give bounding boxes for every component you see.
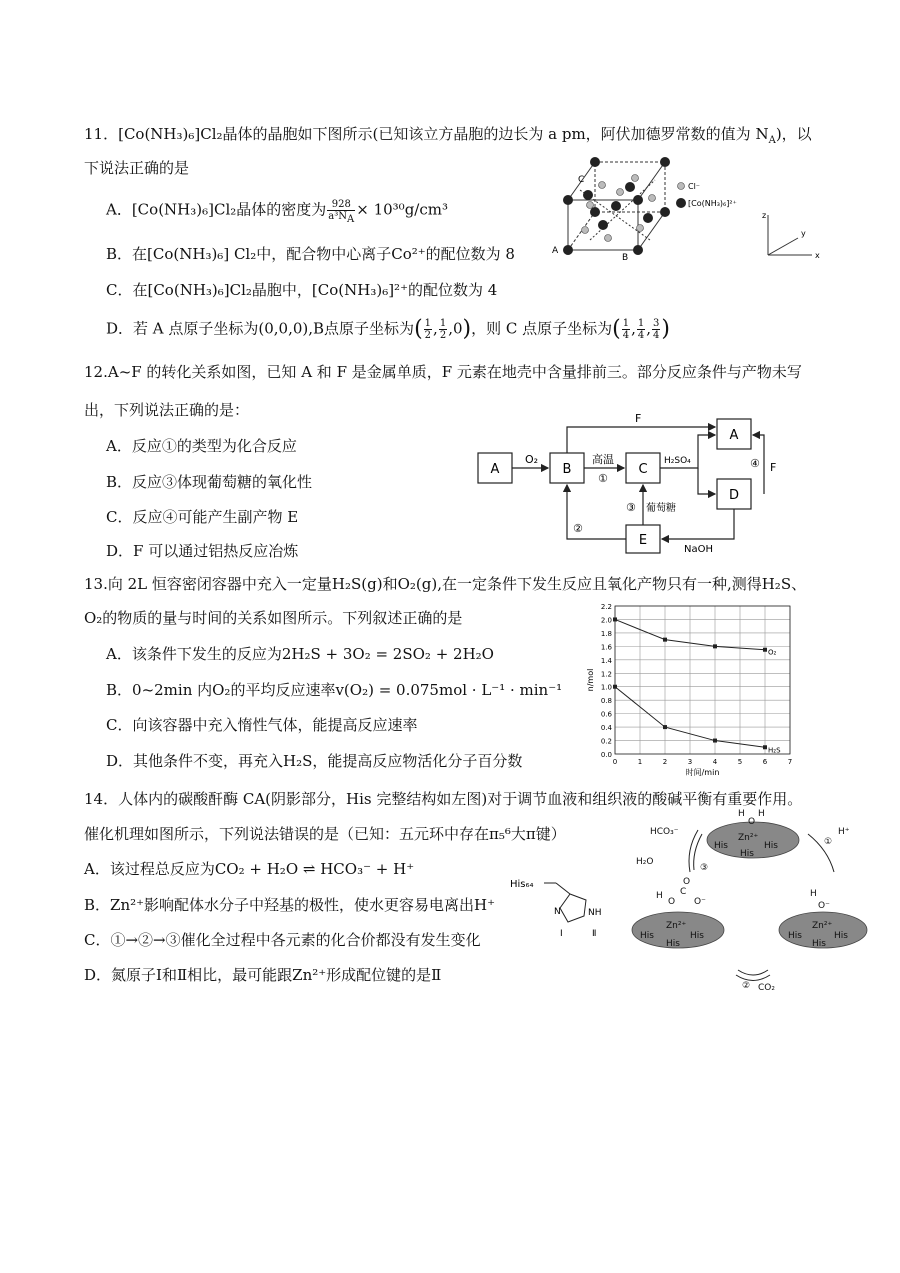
svg-text:His: His: [834, 931, 848, 941]
svg-text:H₂SO₄: H₂SO₄: [664, 456, 691, 466]
svg-text:②: ②: [742, 981, 751, 991]
label-c: C: [578, 175, 585, 185]
svg-text:H⁺: H⁺: [838, 827, 850, 837]
svg-text:③: ③: [626, 501, 636, 514]
legend-co-icon: [676, 198, 686, 208]
q14-stem-line1: 14．人体内的碳酸酐酶 CA(阴影部分，His 完整结构如左图)对于调节血液和组织液的酸碱平衡有重要作用。: [84, 790, 803, 808]
xtick-label-4: 4: [712, 758, 718, 766]
svg-text:A: A: [490, 462, 500, 477]
q13-option-a: A．该条件下发生的反应为2H₂S + 3O₂ = 2SO₂ + 2H₂O: [106, 645, 494, 663]
q11-option-a: A．[Co(NH₃)₆]Cl₂晶体的密度为 $\frac{928}{a^3N_A}$ × 10³⁰g/cm³: [106, 199, 448, 225]
svg-text:NH: NH: [588, 908, 602, 918]
svg-text:Ⅱ: Ⅱ: [592, 929, 597, 939]
svg-text:B: B: [562, 462, 572, 477]
q14-stem-line2: 催化机理如图所示，下列说法错误的是（已知：五元环中存在π₅⁶大π键）: [84, 825, 566, 843]
xtick-label-3: 3: [687, 758, 693, 766]
series-1-point-1: [663, 725, 667, 729]
svg-text:A: A: [729, 428, 739, 443]
svg-text:H: H: [810, 889, 817, 899]
ytick-label-6: 1.2: [600, 670, 612, 679]
ytick-label-0: 0.0: [600, 751, 612, 759]
svg-text:C: C: [638, 462, 648, 477]
q12-stem-line1: 12.A~F 的转化关系如图，已知 A 和 F 是金属单质，F 元素在地壳中含量排前三。部分反应条件与产物未写: [84, 363, 802, 381]
series-1-point-3: [763, 745, 767, 749]
svg-text:F: F: [635, 412, 642, 425]
ytick-label-2: 0.4: [600, 724, 612, 733]
svg-text:D: D: [728, 488, 740, 503]
svg-text:His: His: [640, 931, 654, 941]
svg-text:H₂O: H₂O: [636, 857, 654, 867]
axis-z-label: z: [762, 211, 767, 220]
q11-option-c: C．在[Co(NH₃)₆]Cl₂晶胞中，[Co(NH₃)₆]²⁺的配位数为 4: [106, 281, 498, 299]
svg-text:H: H: [656, 891, 663, 901]
svg-text:②: ②: [573, 522, 583, 535]
series-1-point-2: [713, 739, 717, 743]
q11-crystal-cell-diagram: [540, 150, 830, 265]
series-0-point-1: [663, 638, 667, 642]
q11-stem-line1: 11．[Co(NH₃)₆]Cl₂晶体的晶胞如下图所示(已知该立方晶胞的边长为 a pm，阿伏加德罗常数的值为 $N_A$)，以: [84, 125, 812, 146]
svg-text:His: His: [714, 841, 728, 851]
svg-text:His: His: [812, 939, 826, 949]
axis-x-label: x: [815, 251, 820, 260]
his-structure-diagram: [508, 872, 618, 942]
xtick-label-2: 2: [662, 758, 668, 766]
q13-option-b: B．0~2min 内O₂的平均反应速率v(O₂) = 0.075mol · L⁻¹ · min⁻¹: [106, 681, 563, 699]
y-axis-label: n/mol: [586, 668, 595, 692]
xtick-label-1: 1: [637, 758, 643, 766]
co-complex-atoms: [563, 157, 670, 255]
ytick-label-10: 2.0: [600, 616, 612, 625]
svg-text:①: ①: [598, 472, 608, 485]
svg-text:N: N: [554, 907, 561, 917]
svg-text:His: His: [740, 849, 754, 859]
xtick-label-7: 7: [787, 758, 793, 766]
svg-text:Zn²⁺: Zn²⁺: [738, 833, 759, 843]
catalytic-cycle-diagram: [628, 800, 868, 995]
plot-frame: [615, 606, 790, 754]
svg-text:E: E: [638, 533, 648, 548]
ytick-label-1: 0.2: [600, 737, 612, 746]
svg-text:Zn²⁺: Zn²⁺: [666, 921, 687, 931]
svg-text:His: His: [690, 931, 704, 941]
label-a: A: [552, 246, 559, 256]
q11-option-d: D．若 A 点原子坐标为(0,0,0),B点原子坐标为( $\frac{1}{2}$ , $\frac{1}{2}$ ,0)，则 C 点原子坐标为( $\frac{1}{4}$ , $\frac{1}{4}$ , $\frac{3}{4}$ ): [106, 316, 670, 342]
svg-text:C: C: [680, 887, 687, 897]
q12-option-a: A．反应①的类型为化合反应: [106, 437, 297, 455]
svg-text:④: ④: [750, 457, 760, 470]
ytick-label-5: 1.0: [600, 683, 612, 692]
q13-option-d: D．其他条件不变，再充入H₂S，能提高反应物活化分子百分数: [106, 752, 523, 770]
label-b: B: [622, 253, 629, 263]
svg-text:O: O: [748, 817, 756, 827]
svg-text:His₆₄: His₆₄: [510, 879, 534, 890]
q13-stem-line1: 13.向 2L 恒容密闭容器中充入一定量H₂S(g)和O₂(g),在一定条件下发生反应且氧化产物只有一种,测得H₂S、: [84, 575, 807, 593]
q14-option-b: B．Zn²⁺影响配体水分子中羟基的极性，使水更容易电离出H⁺: [84, 896, 496, 914]
svg-text:F: F: [770, 461, 777, 474]
q13-option-c: C．向该容器中充入惰性气体，能提高反应速率: [106, 716, 418, 734]
q12-option-c: C．反应④可能产生副产物 E: [106, 508, 299, 526]
svg-text:His: His: [788, 931, 802, 941]
q11-option-b: B．在[Co(NH₃)₆] Cl₂中，配合物中心离子Co²⁺的配位数为 8: [106, 245, 515, 263]
legend-cl-label: Cl⁻: [688, 182, 701, 191]
series-1-point-0: [613, 685, 617, 689]
series-label-0: O₂: [768, 648, 777, 657]
svg-text:葡萄糖: 葡萄糖: [646, 503, 676, 514]
svg-text:Ⅰ: Ⅰ: [560, 929, 563, 939]
series-label-1: H₂S: [768, 746, 781, 755]
svg-text:③: ③: [700, 863, 709, 873]
xtick-label-0: 0: [612, 758, 618, 766]
legend-co-label: [Co(NH₃)₆]²⁺: [688, 199, 737, 208]
q14-option-d: D．氮原子Ⅰ和Ⅱ相比，最可能跟Zn²⁺形成配位键的是Ⅱ: [84, 966, 442, 984]
svg-text:O: O: [683, 877, 691, 887]
svg-text:His: His: [666, 939, 680, 949]
q12-option-d: D．F 可以通过铝热反应冶炼: [106, 542, 299, 560]
ytick-label-8: 1.6: [600, 643, 612, 652]
series-0-point-3: [763, 648, 767, 652]
q11-stem-line2: 下说法正确的是: [84, 159, 190, 177]
ytick-label-11: 2.2: [600, 603, 612, 611]
svg-text:①: ①: [824, 837, 833, 847]
svg-text:O₂: O₂: [525, 453, 539, 466]
x-axis-label: 时间/min: [685, 768, 720, 777]
legend-cl-icon: [678, 183, 685, 190]
svg-text:高温: 高温: [592, 453, 614, 466]
axis-y-label: y: [801, 229, 806, 238]
svg-text:H: H: [738, 809, 745, 819]
q12-conversion-diagram: [470, 405, 800, 560]
q14-option-a: A．该过程总反应为CO₂ + H₂O ⇌ HCO₃⁻ + H⁺: [84, 860, 415, 878]
svg-text:O⁻: O⁻: [818, 901, 830, 911]
ytick-label-4: 0.8: [600, 697, 612, 706]
svg-text:O: O: [668, 897, 676, 907]
q12-option-b: B．反应③体现葡萄糖的氧化性: [106, 473, 313, 491]
q13-stem-line2: O₂的物质的量与时间的关系如图所示。下列叙述正确的是: [84, 609, 463, 627]
svg-text:H: H: [758, 809, 765, 819]
series-0-point-2: [713, 644, 717, 648]
svg-text:NaOH: NaOH: [684, 544, 713, 555]
xtick-label-6: 6: [762, 758, 768, 766]
q14-option-c: C．①→②→③催化全过程中各元素的化合价都没有发生变化: [84, 931, 481, 949]
q12-stem-line2: 出，下列说法正确的是：: [84, 401, 250, 419]
ytick-label-3: 0.6: [600, 710, 612, 719]
q13-line-chart: [585, 598, 805, 778]
svg-text:O⁻: O⁻: [694, 897, 706, 907]
series-0-point-0: [613, 617, 617, 621]
svg-text:Zn²⁺: Zn²⁺: [812, 921, 833, 931]
svg-text:CO₂: CO₂: [758, 983, 775, 993]
svg-text:His: His: [764, 841, 778, 851]
ytick-label-9: 1.8: [600, 629, 612, 638]
ytick-label-7: 1.4: [600, 656, 612, 665]
svg-text:HCO₃⁻: HCO₃⁻: [650, 827, 679, 837]
xtick-label-5: 5: [737, 758, 743, 766]
